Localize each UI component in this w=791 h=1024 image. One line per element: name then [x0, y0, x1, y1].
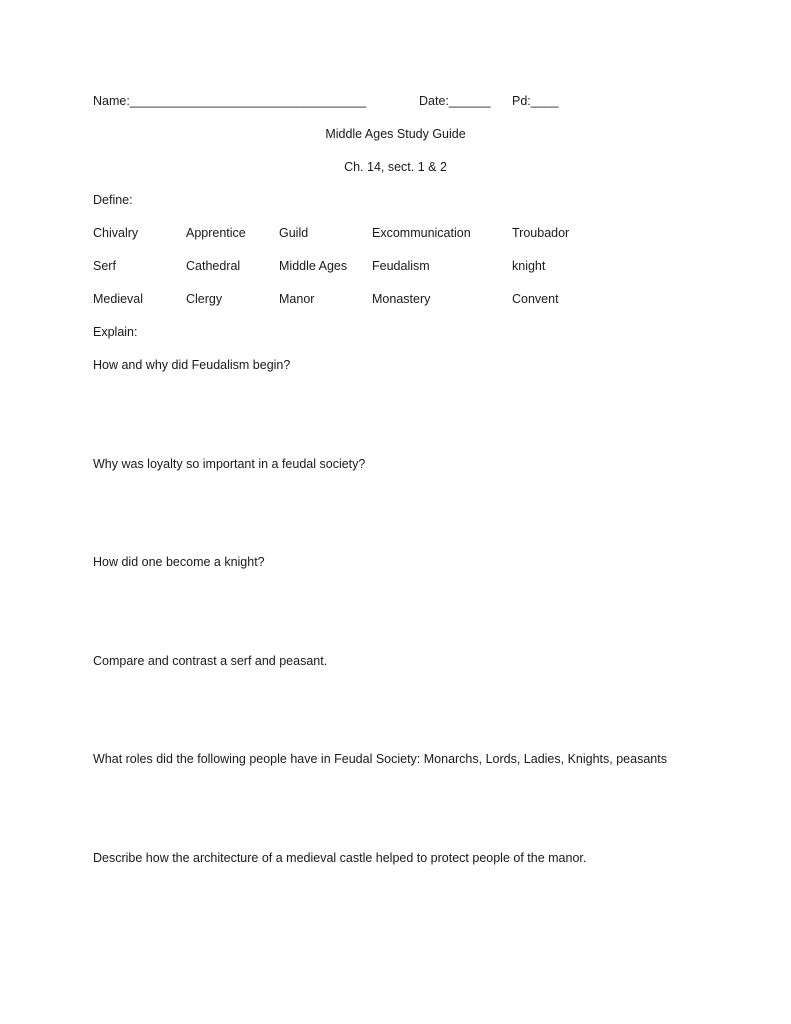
question-castle-architecture: Describe how the architecture of a medieval castle helped to protect people of the manor. — [93, 851, 587, 865]
question-loyalty: Why was loyalty so important in a feudal society? — [93, 457, 366, 471]
date-field: Date:______ — [419, 94, 491, 108]
term-serf: Serf — [93, 259, 116, 273]
term-manor: Manor — [279, 292, 315, 306]
page-subtitle: Ch. 14, sect. 1 & 2 — [344, 160, 447, 174]
term-feudalism: Feudalism — [372, 259, 430, 273]
term-knight: knight — [512, 259, 546, 273]
term-convent: Convent — [512, 292, 559, 306]
term-monastery: Monastery — [372, 292, 431, 306]
explain-heading: Explain: — [93, 325, 138, 339]
name-field: Name:__________________________________ — [93, 94, 367, 108]
term-middle-ages: Middle Ages — [279, 259, 348, 273]
term-chivalry: Chivalry — [93, 226, 139, 240]
term-excommunication: Excommunication — [372, 226, 471, 240]
question-feudalism-origin: How and why did Feudalism begin? — [93, 358, 291, 372]
term-cathedral: Cathedral — [186, 259, 241, 273]
define-heading: Define: — [93, 193, 133, 207]
period-field: Pd:____ — [512, 94, 559, 108]
question-serf-peasant: Compare and contrast a serf and peasant. — [93, 654, 328, 668]
question-feudal-roles: What roles did the following people have in Feudal Society: Monarchs, Lords, Ladies, Knights, peasants — [93, 752, 667, 766]
term-apprentice: Apprentice — [186, 226, 246, 240]
term-clergy: Clergy — [186, 292, 223, 306]
term-troubador: Troubador — [512, 226, 570, 240]
page-title: Middle Ages Study Guide — [325, 127, 466, 141]
question-knight: How did one become a knight? — [93, 555, 265, 569]
term-guild: Guild — [279, 226, 309, 240]
term-medieval: Medieval — [93, 292, 144, 306]
